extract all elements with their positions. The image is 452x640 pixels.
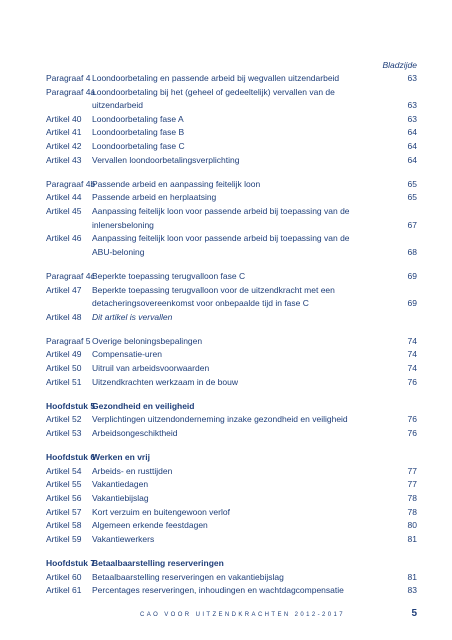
- toc-page: 64: [407, 127, 417, 138]
- toc-label: Artikel 48: [46, 311, 82, 322]
- toc-row: [46, 376, 417, 390]
- toc-row: [46, 465, 417, 479]
- toc-page: 76: [407, 376, 417, 387]
- toc-page: 63: [407, 113, 417, 124]
- toc-title: Compensatie-uren: [92, 349, 162, 360]
- toc-row: [46, 427, 417, 441]
- toc-title: uitzendarbeid: [92, 100, 144, 111]
- toc-page: 77: [407, 479, 417, 490]
- toc-label: [46, 219, 92, 233]
- toc-row: [46, 72, 417, 86]
- toc-row: [46, 571, 417, 585]
- toc-title: Vervallen loondoorbetalingsverplichting: [92, 154, 240, 165]
- toc-title: Vakantiewerkers: [92, 533, 155, 544]
- toc-label: Artikel 61: [46, 585, 82, 596]
- toc-row: [46, 86, 417, 100]
- toc-row: [46, 219, 417, 233]
- running-footer: CAO VOOR UITZENDKRACHTEN 2012-2017: [140, 612, 345, 618]
- toc-page: 74: [407, 349, 417, 360]
- toc-page: 81: [407, 533, 417, 544]
- toc-title: Loondoorbetaling fase A: [92, 113, 184, 124]
- toc-label: Artikel 56: [46, 493, 82, 503]
- toc-label: Hoofdstuk 5: [46, 400, 96, 411]
- toc-row: [46, 154, 417, 168]
- toc-row: [46, 246, 417, 260]
- page-column-header: Bladzijde: [382, 60, 417, 70]
- toc-page: 81: [407, 571, 417, 582]
- toc-row: [46, 413, 417, 427]
- toc-label: Artikel 42: [46, 140, 82, 151]
- toc-row: [46, 113, 417, 127]
- toc-page: 63: [407, 100, 417, 111]
- toc-label: Artikel 57: [46, 506, 82, 517]
- toc-label: Artikel 53: [46, 428, 82, 439]
- toc-title: Werken en vrij: [92, 452, 150, 463]
- toc-label: Artikel 59: [46, 533, 82, 544]
- toc-page: 68: [407, 246, 417, 257]
- toc-title: Uitruil van arbeidsvoorwaarden: [92, 363, 210, 374]
- toc-page: 78: [407, 506, 417, 517]
- toc-title: Uitzendkrachten werkzaam in de bouw: [92, 376, 238, 387]
- toc-page: 69: [407, 270, 417, 281]
- toc-title: Beperkte toepassing terugvalloon fase C: [92, 270, 246, 281]
- toc-row: [46, 335, 417, 349]
- toc-title: Vakantiedagen: [92, 479, 149, 490]
- toc-row: [46, 519, 417, 533]
- toc-row: [46, 140, 417, 154]
- toc-row: [46, 191, 417, 205]
- toc-label: [46, 297, 92, 311]
- toc-chapter-row: [46, 557, 417, 571]
- toc-title: Loondoorbetaling fase B: [92, 127, 185, 138]
- toc-label: Artikel 55: [46, 479, 82, 490]
- toc-label: Artikel 46: [46, 233, 82, 244]
- toc-label: Artikel 44: [46, 192, 82, 203]
- toc-page: 76: [407, 428, 417, 439]
- toc-label: Paragraaf 4a: [46, 86, 96, 97]
- toc-title: Passende arbeid en herplaatsing: [92, 192, 217, 203]
- table-of-contents: [46, 72, 417, 598]
- toc-page: 65: [407, 192, 417, 203]
- toc-title: Dit artikel is vervallen: [92, 311, 173, 322]
- toc-row: [46, 506, 417, 520]
- toc-row: [46, 311, 417, 325]
- toc-row: [46, 533, 417, 547]
- toc-row: [46, 362, 417, 376]
- toc-page: 69: [407, 298, 417, 309]
- toc-row: [46, 492, 417, 506]
- toc-row: [46, 99, 417, 113]
- toc-row: [46, 270, 417, 284]
- toc-page: 67: [407, 219, 417, 230]
- toc-title: Betaalbaarstelling reserveringen en vakantiebijslag: [92, 571, 284, 582]
- toc-page: 77: [407, 465, 417, 476]
- toc-page: 74: [407, 363, 417, 374]
- toc-label: Paragraaf 5: [46, 335, 91, 346]
- toc-page: 65: [407, 178, 417, 189]
- toc-label: Artikel 60: [46, 571, 82, 582]
- toc-chapter-row: [46, 400, 417, 414]
- toc-row: [46, 284, 417, 298]
- toc-label: Artikel 58: [46, 520, 82, 531]
- toc-label: Artikel 50: [46, 363, 82, 374]
- toc-page: 63: [407, 73, 417, 83]
- toc-label: Artikel 45: [46, 205, 82, 216]
- toc-title: Algemeen erkende feestdagen: [92, 520, 208, 531]
- toc-label: Artikel 49: [46, 349, 82, 360]
- toc-title: Kort verzuim en buitengewoon verlof: [92, 506, 230, 517]
- toc-label: Artikel 41: [46, 127, 82, 138]
- toc-title: Loondoorbetaling fase C: [92, 140, 185, 151]
- toc-row: [46, 232, 417, 246]
- toc-row: [46, 205, 417, 219]
- toc-title: Vakantiebijslag: [92, 493, 149, 503]
- toc-chapter-row: [46, 451, 417, 465]
- toc-label: Artikel 43: [46, 154, 82, 165]
- toc-title: Gezondheid en veiligheid: [92, 400, 195, 411]
- toc-title: Betaalbaarstelling reserveringen: [92, 557, 224, 568]
- toc-row: [46, 348, 417, 362]
- toc-title: Passende arbeid en aanpassing feitelijk loon: [92, 178, 261, 189]
- toc-label: Hoofdstuk 7: [46, 557, 96, 568]
- toc-label: [46, 99, 92, 113]
- toc-title: Verplichtingen uitzendonderneming inzake gezondheid en veiligheid: [92, 414, 348, 425]
- toc-page: 78: [407, 493, 417, 503]
- toc-title: Loondoorbetaling bij het (geheel of gedeeltelijk) vervallen van de: [92, 86, 335, 97]
- toc-row: [46, 126, 417, 140]
- toc-title: ABU-beloning: [92, 246, 145, 257]
- toc-label: Artikel 51: [46, 376, 82, 387]
- toc-title: Arbeidsongeschiktheid: [92, 428, 178, 439]
- toc-page: 83: [407, 585, 417, 596]
- toc-row: [46, 178, 417, 192]
- toc-label: Paragraaf 4c: [46, 270, 95, 281]
- toc-label: Paragraaf 4b: [46, 178, 96, 189]
- toc-title: Arbeids- en rusttijden: [92, 465, 173, 476]
- toc-page: 80: [407, 520, 417, 531]
- toc-title: inlenersbeloning: [92, 219, 154, 230]
- toc-row: [46, 478, 417, 492]
- toc-row: [46, 297, 417, 311]
- toc-label: [46, 246, 92, 260]
- toc-row: [46, 584, 417, 598]
- toc-title: Aanpassing feitelijk loon voor passende arbeid bij toepassing van de: [92, 233, 350, 244]
- toc-label: Hoofdstuk 6: [46, 452, 96, 463]
- toc-page: 76: [407, 414, 417, 425]
- toc-label: Artikel 40: [46, 113, 82, 124]
- toc-title: Aanpassing feitelijk loon voor passende arbeid bij toepassing van de: [92, 205, 350, 216]
- page-number: 5: [411, 608, 417, 619]
- toc-title: Overige beloningsbepalingen: [92, 335, 203, 346]
- toc-label: Paragraaf 4: [46, 73, 91, 83]
- toc-title: detacheringsovereenkomst voor onbepaalde tijd in fase C: [92, 298, 309, 309]
- toc-page: 64: [407, 140, 417, 151]
- toc-label: Artikel 47: [46, 284, 82, 295]
- toc-page: 74: [407, 335, 417, 346]
- toc-title: Percentages reserveringen, inhoudingen en wachtdagcompensatie: [92, 585, 344, 596]
- toc-title: Loondoorbetaling en passende arbeid bij wegvallen uitzendarbeid: [92, 73, 340, 83]
- toc-title: Beperkte toepassing terugvalloon voor de uitzendkracht met een: [92, 284, 335, 295]
- toc-label: Artikel 54: [46, 465, 82, 476]
- toc-page: 64: [407, 154, 417, 165]
- toc-label: Artikel 52: [46, 414, 82, 425]
